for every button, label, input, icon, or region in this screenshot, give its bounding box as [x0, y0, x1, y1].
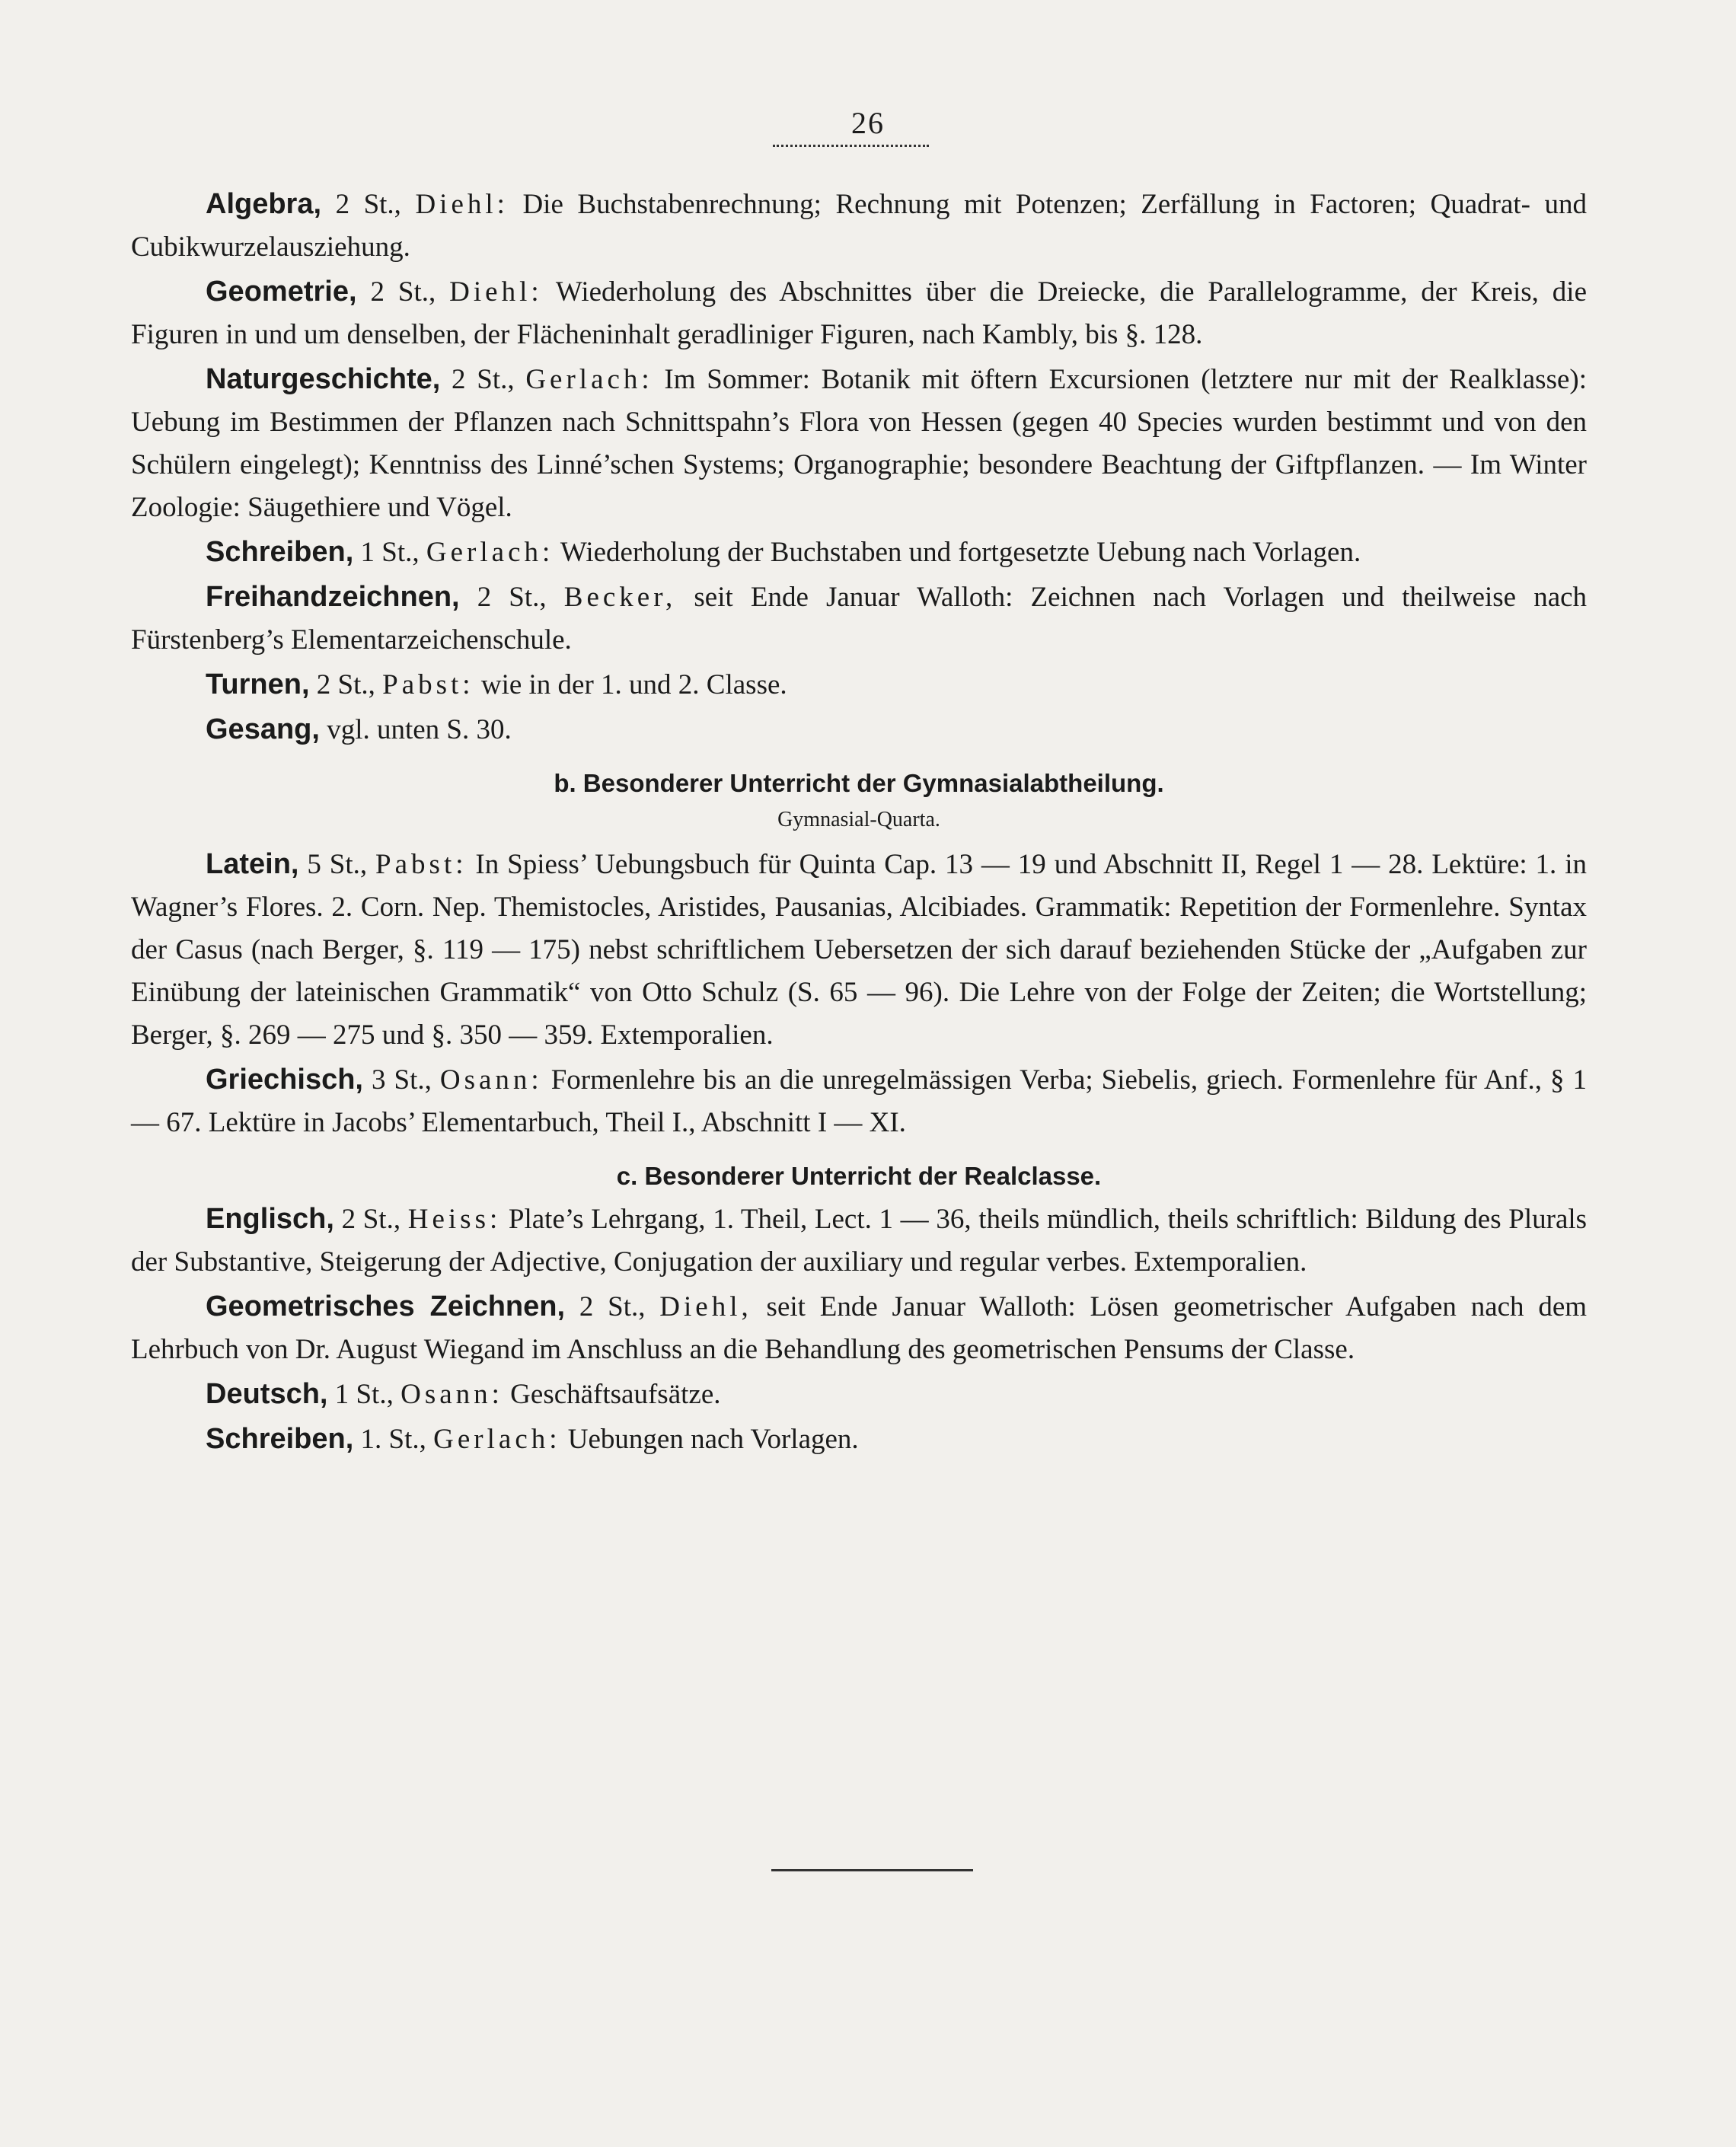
entry-text: unten S. 30. [376, 714, 512, 745]
entry-text: Uebungen nach Vorlagen. [567, 1424, 859, 1455]
document-body [131, 183, 1587, 1463]
entry-griechisch [131, 1058, 1587, 1144]
subject-label: Turnen, [206, 668, 310, 700]
entry-text: Die Buchstabenrechnung; Rechnung mit Potenzen; Zerfällung in Factoren; Quadrat- und Cubikwurzelausziehung. [131, 189, 1587, 263]
entry-text: seit Ende Januar Walloth: Lösen geometrischer Aufgaben nach dem Lehrbuch von Dr. August Wiegand im Anschluss an die Behandlung des geometrischen Pensums der Classe. [131, 1291, 1588, 1365]
entry-schreiben [131, 531, 1587, 574]
hours: 2 St., [477, 582, 547, 613]
entry-latein [131, 843, 1587, 1057]
entry-text: Wiederholung des Abschnittes über die Dreiecke, die Parallelogramme, der Kreis, die Figuren in und um denselben, der Flächeninhalt geradliniger Figuren, nach Kambly, bis §. 128. [131, 276, 1587, 350]
page-number: 26 [851, 106, 885, 140]
subject-label: Freihandzeichnen, [206, 581, 460, 613]
teacher: Gerlach: [525, 364, 653, 395]
section-b-subheading: Gymnasial-Quarta. [777, 808, 940, 831]
subject-label: Geometrie, [206, 276, 357, 308]
section-c-heading: c. Besonderer Unterricht der Realclasse. [616, 1162, 1102, 1190]
teacher: Gerlach: [426, 537, 554, 568]
teacher: Diehl: [415, 189, 509, 220]
entry-turnen [131, 663, 1587, 707]
entry-text: Geschäftsaufsätze. [510, 1379, 721, 1410]
entry-schreiben-real [131, 1418, 1587, 1461]
subject-label: Schreiben, [206, 536, 354, 568]
subject-label: Geometrisches Zeichnen, [206, 1290, 566, 1322]
entry-freihandzeichnen [131, 576, 1587, 662]
page-number-underline [773, 145, 929, 147]
hours: 1 St., [360, 537, 420, 568]
hours: vgl. [327, 714, 370, 745]
teacher: Pabst: [382, 669, 474, 700]
section-b-heading: b. Besonderer Unterricht der Gymnasialabtheilung. [554, 769, 1164, 797]
hours: 2 St., [341, 1204, 401, 1235]
hours: 2 St., [452, 364, 515, 395]
entry-geometrie [131, 270, 1587, 356]
subject-label: Deutsch, [206, 1378, 328, 1410]
entry-geometrisches-zeichnen [131, 1285, 1587, 1371]
subject-label: Naturgeschichte, [206, 363, 441, 395]
entry-text: seit Ende Januar Walloth: Zeichnen nach Vorlagen und theilweise nach Fürstenberg’s Elementarzeichenschule. [131, 582, 1588, 656]
subject-label: Englisch, [206, 1203, 334, 1235]
teacher: Diehl: [449, 276, 543, 308]
hours: 1. St., [360, 1424, 426, 1455]
hours: 2 St., [370, 276, 436, 308]
entry-gesang [131, 708, 1587, 751]
hours: 2 St., [316, 669, 375, 700]
entry-text: Wiederholung der Buchstaben und fortgesetzte Uebung nach Vorlagen. [560, 537, 1361, 568]
entry-algebra [131, 183, 1587, 269]
hours: 1 St., [334, 1379, 394, 1410]
subject-label: Griechisch, [206, 1064, 363, 1096]
teacher: Becker, [563, 582, 677, 613]
entry-text: Plate’s Lehrgang, 1. Theil, Lect. 1 — 36, theils mündlich, theils schriftlich: Bildung des Plurals der Substantive, Steigerung der Adjective, Conjugation der auxiliary und regular verbes. Extemporalien. [131, 1204, 1588, 1278]
entry-text: In Spiess’ Uebungsbuch für Quinta Cap. 13 — 19 und Abschnitt II, Regel 1 — 28. Lektüre: 1. in Wagner’s Flores. 2. Corn. Nep. Themistocles, Aristides, Pausanias, Alcibiades. Grammatik: Repetition der Formenlehre. Syntax der Casus (nach Berger, §. 119 — 175) nebst schriftlichem Uebersetzen der sich darauf beziehenden Stücke der „Aufgaben zur Einübung der lateinischen Grammatik“ von Otto Schulz (S. 65 — 96). Die Lehre von der Folge der Zeiten; die Wortstellung; Berger, §. 269 — 275 und §. 350 — 359. Extemporalien. [131, 849, 1587, 1051]
end-rule [771, 1869, 973, 1871]
entry-text: Im Sommer: Botanik mit öftern Excursionen (letztere nur mit der Realklasse): Uebung im Bestimmen der Pflanzen nach Schnittspahn’s Flora von Hessen (gegen 40 Species wurden bestimmt und von den Schülern eingelegt); Kenntniss des Linné’schen Systems; Organographie; besondere Beachtung der Giftpflanzen. — Im Winter Zoologie: Säugethiere und Vögel. [131, 364, 1588, 523]
entry-text: wie in der 1. und 2. Classe. [480, 669, 787, 700]
subject-label: Schreiben, [206, 1423, 354, 1455]
hours: 3 St., [372, 1064, 432, 1096]
hours: 2 St., [335, 189, 401, 220]
hours: 2 St., [579, 1291, 646, 1322]
subject-label: Algebra, [206, 188, 322, 220]
teacher: Osann: [439, 1064, 543, 1096]
entry-deutsch [131, 1373, 1587, 1416]
teacher: Diehl, [659, 1291, 752, 1322]
entry-text: Formenlehre bis an die unregelmässigen Verba; Siebelis, griech. Formenlehre für Anf., § 1 — 67. Lektüre in Jacobs’ Elementarbuch, Theil I., Abschnitt I — XI. [131, 1064, 1588, 1138]
entry-englisch [131, 1198, 1587, 1284]
teacher: Pabst: [375, 849, 468, 880]
teacher: Gerlach: [433, 1424, 561, 1455]
teacher: Heiss: [407, 1204, 502, 1235]
hours: 5 St., [307, 849, 368, 880]
subject-label: Latein, [206, 848, 299, 880]
entry-naturgeschichte [131, 358, 1587, 529]
teacher: Osann: [400, 1379, 503, 1410]
subject-label: Gesang, [206, 713, 320, 745]
